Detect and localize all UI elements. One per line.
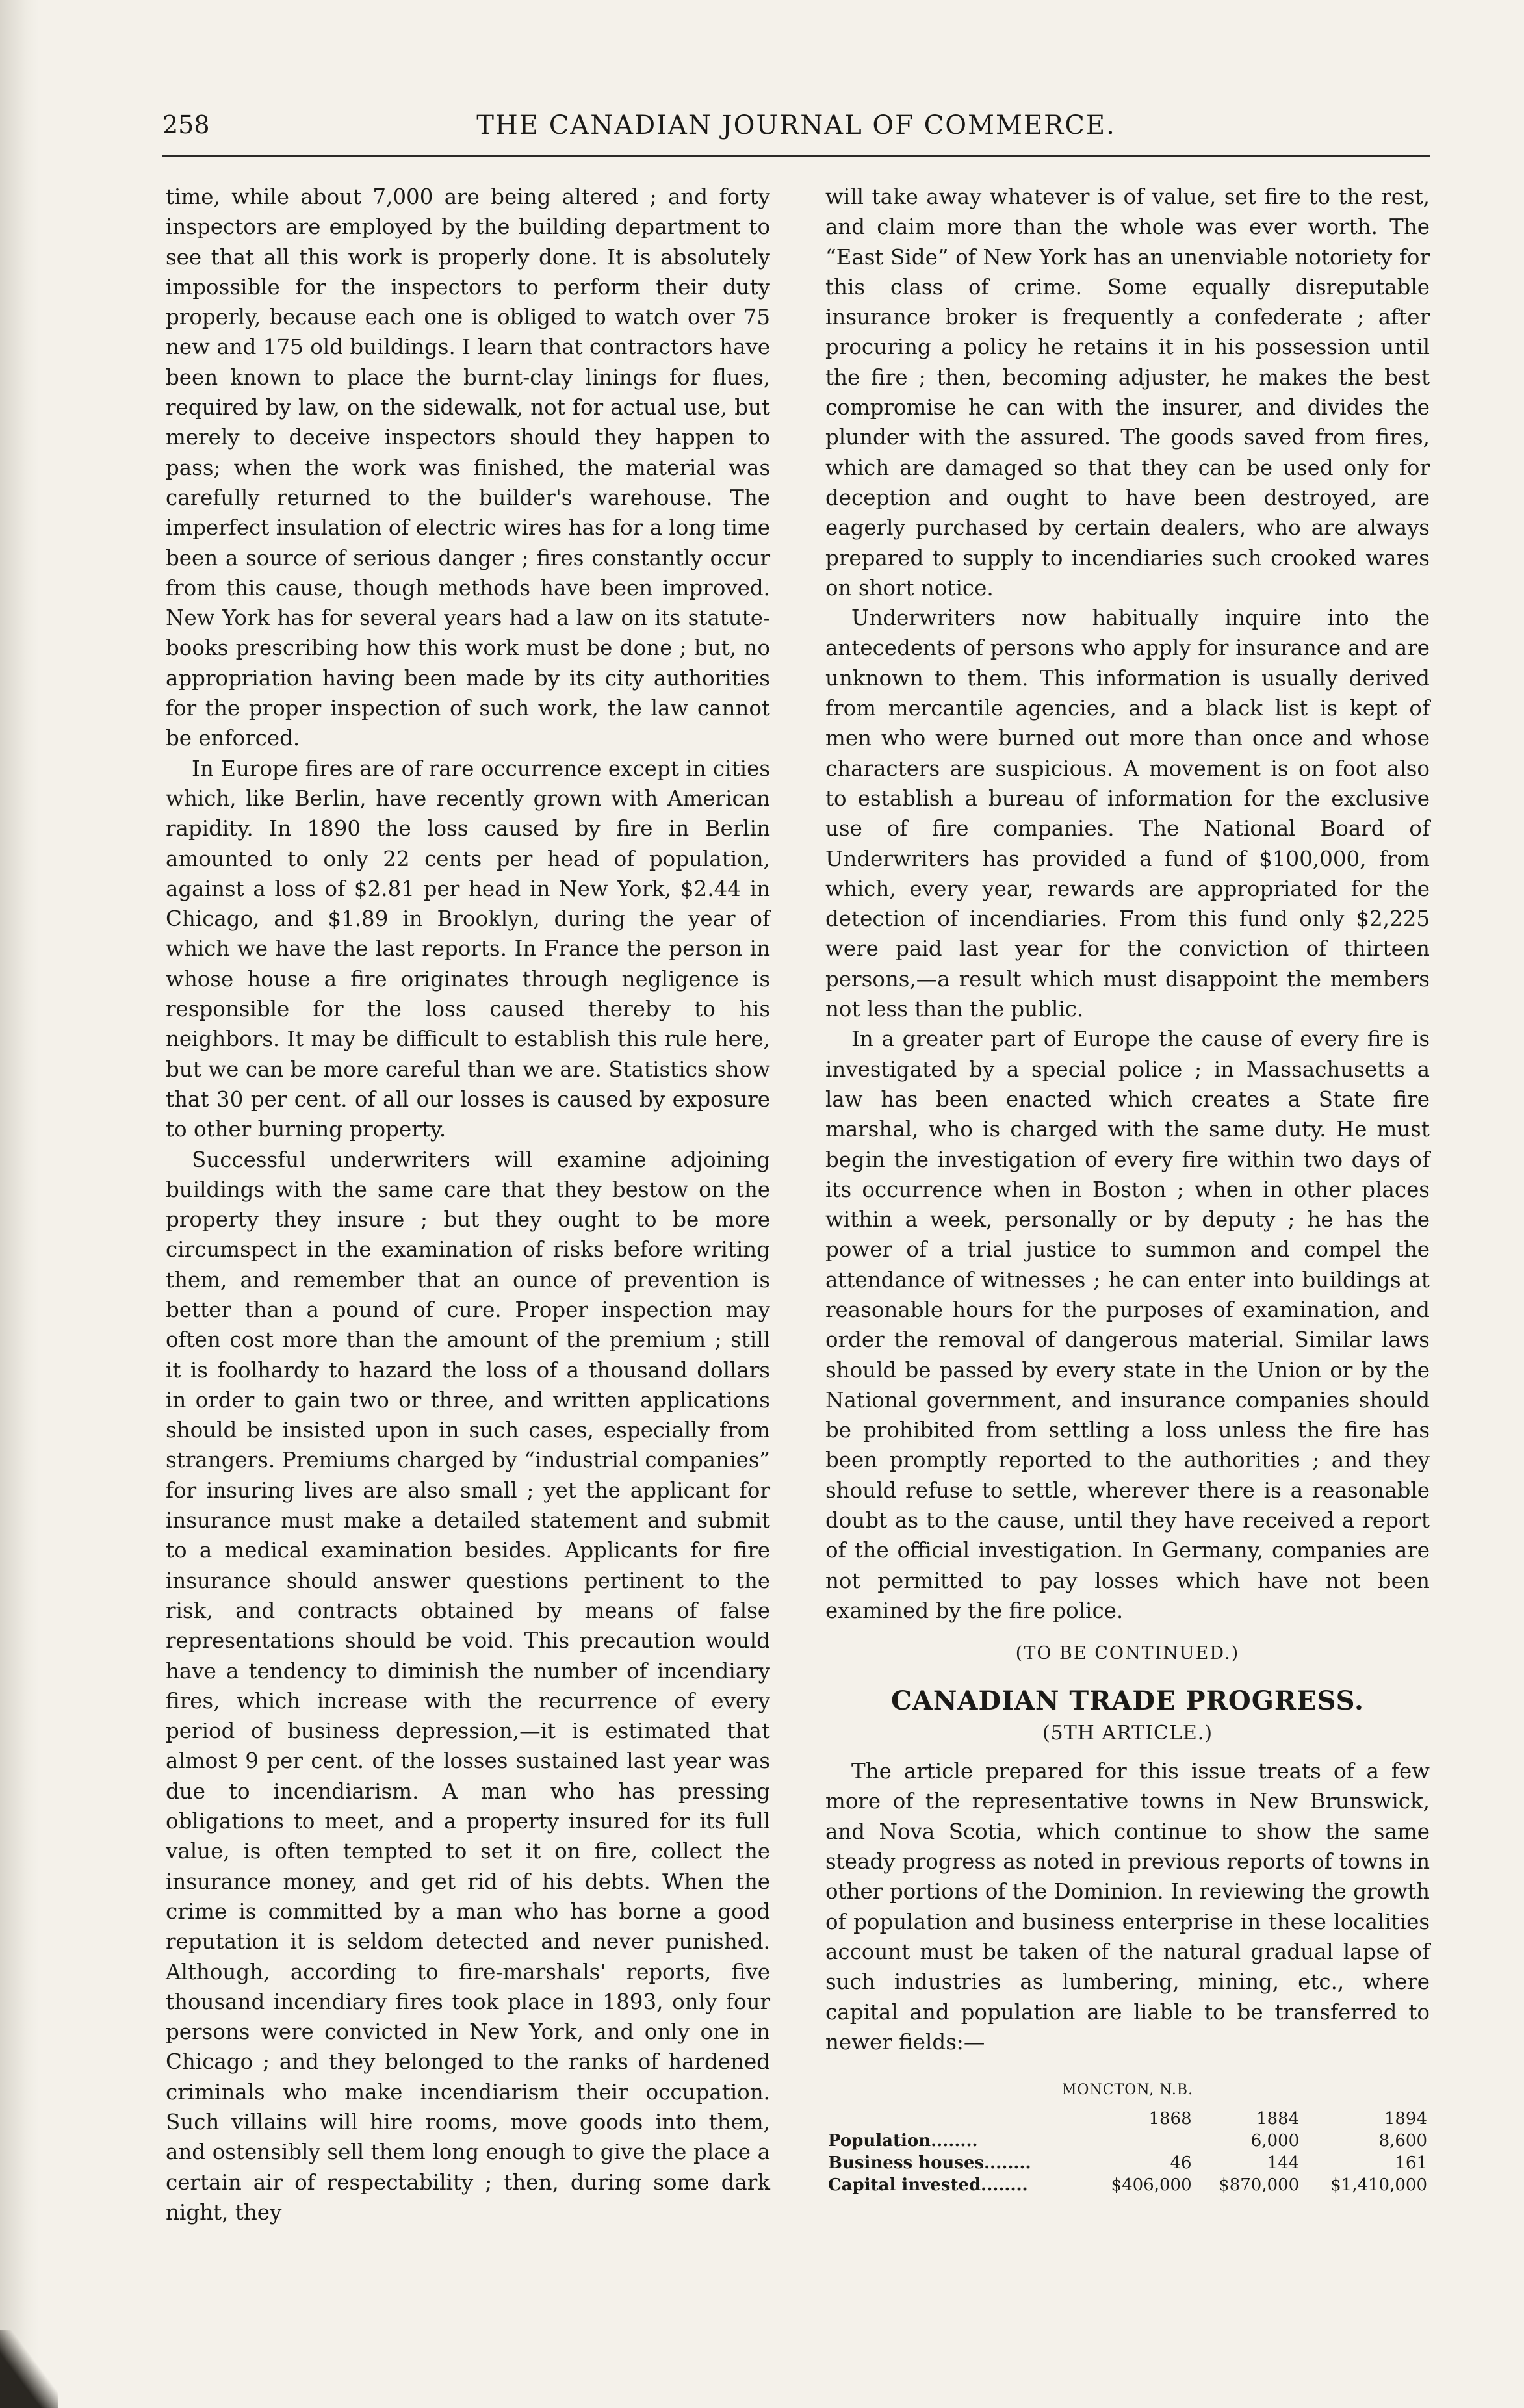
table-header-row <box>825 2108 1430 2130</box>
table-cell: 161 <box>1395 2153 1427 2173</box>
table-cell <box>1087 2130 1195 2152</box>
row-label: Population........ <box>828 2131 978 2151</box>
table-row <box>825 2174 1430 2196</box>
town-statistics-table <box>825 2108 1430 2196</box>
page-header <box>162 110 1430 149</box>
body-paragraph: In Europe fires are of rare occurrence except in cities which, like Berlin, have recently grown with American rapidity. In 1890 the loss caused by fire in Berlin amounted to only 22 cents per head of population, against a loss of $2.81 per head in New York, $2.44 in Chicago, and $1.89 in Brooklyn, during the year of which we have the last reports. In France the person in whose house a fire originates through negligence is responsible for the loss caused thereby to his neighbors. It may be difficult to establish this rule here, but we can be more careful than we are. Statistics show that 30 per cent. of all our losses is caused by exposure to other burning property. <box>166 756 770 1142</box>
table-row <box>825 2130 1430 2152</box>
table-row <box>825 2152 1430 2174</box>
body-paragraph: Underwriters now habitually inquire into the antecedents of persons who apply for insurance and are unknown to them. This information is usually derived from mercantile agencies, and a black list is kept of men who were burned out more than once and whose characters are suspicious. A movement is on foot also to establish a bureau of information for the exclusive use of fire companies. The National Board of Underwriters has provided a fund of $100,000, from which, every year, rewards are appropriated for the detection of incendiaries. From this fund only $2,225 were paid last year for the conviction of thirteen persons,—a result which must disappoint the members not less than the public. <box>825 606 1430 1022</box>
section-intro-paragraph: The article prepared for this issue treats of a few more of the representative towns in New Brunswick, and Nova Scotia, which continue to show the same steady progress as noted in previous reports of towns in other portions of the Dominion. In reviewing the growth of population and business enterprise in these localities account must be taken of the natural gradual lapse of such industries as lumbering, mining, etc., where capital and population are liable to be transferred to newer fields:— <box>825 1759 1430 2055</box>
section-title: CANADIAN TRADE PROGRESS. <box>891 1685 1364 1716</box>
table-cell: $1,410,000 <box>1330 2175 1427 2196</box>
section-subtitle: (5TH ARTICLE.) <box>1042 1721 1213 1745</box>
table-cell: 6,000 <box>1250 2131 1300 2151</box>
header-rule <box>162 155 1430 157</box>
left-column <box>166 182 770 2227</box>
body-paragraph: time, while about 7,000 are being altered ; and forty inspectors are employed by the building department to see that all this work is properly done. It is absolutely impossible for the inspectors to perform their duty properly, because each one is obliged to watch over 75 new and 175 old buildings. I learn that contractors have been known to place the burnt-clay linings for flues, required by law, on the sidewalk, not for actual use, but merely to deceive inspectors should they happen to pass; when the work was finished, the material was carefully returned to the builder's warehouse. The imperfect insulation of electric wires has for a long time been a source of serious danger ; fires constantly occur from this cause, though methods have been improved. New York has for several years had a law on its statute-books prescribing how this work must be done ; but, no appropriation having been made by its city authorities for the proper inspection of such work, the law cannot be enforced. <box>166 185 770 751</box>
table-cell: 46 <box>1170 2153 1192 2173</box>
right-column <box>825 182 1430 2196</box>
year-header: 1894 <box>1384 2109 1427 2129</box>
page-number: 258 <box>162 110 210 139</box>
scan-corner-shadow <box>0 2330 58 2408</box>
table-cell: 8,600 <box>1378 2131 1427 2151</box>
to-be-continued-note: (TO BE CONTINUED.) <box>1015 1643 1240 1664</box>
journal-title: THE CANADIAN JOURNAL OF COMMERCE. <box>476 110 1116 140</box>
table-header-blank <box>825 2108 1087 2130</box>
town-heading: MONCTON, N.B. <box>1061 2082 1194 2099</box>
table-cell: 144 <box>1267 2153 1300 2173</box>
body-paragraph: will take away whatever is of value, set fire to the rest, and claim more than the whole was ever worth. The “East Side” of New York has an unenviable notoriety for this class of crime. Some equally disreputable insurance broker is frequently a confederate ; after procuring a policy he retains it in his possession until the fire ; then, becoming adjuster, he makes the best compromise he can with the insurer, and divides the plunder with the assured. The goods saved from fires, which are damaged so that they can be used only for deception and ought to have been destroyed, are eagerly purchased by certain dealers, who are always prepared to supply to incendiaries such crooked wares on short notice. <box>825 185 1430 600</box>
year-header: 1868 <box>1148 2109 1192 2129</box>
row-label: Capital invested........ <box>828 2175 1028 2196</box>
year-header: 1884 <box>1256 2109 1300 2129</box>
row-label: Business houses........ <box>828 2153 1031 2173</box>
body-paragraph: In a greater part of Europe the cause of every fire is investigated by a special police ; in Massachusetts a law has been enacted which creates a State fire marshal, who is charged with the same duty. He must begin the investigation of every fire within two days of its occurrence when in Boston ; when in other places within a week, personally or by deputy ; he has the power of a trial justice to summon and compel the attendance of witnesses ; he can enter into buildings at reasonable hours for the purposes of examination, and order the removal of dangerous material. Similar laws should be passed by every state in the Union or by the National government, and insurance companies should be prohibited from settling a loss unless the fire has been promptly reported to the authorities ; and they should refuse to settle, wherever there is a reasonable doubt as to the cause, until they have received a report of the official investigation. In Germany, companies are not permitted to pay losses which have not been examined by the fire police. <box>825 1027 1430 1623</box>
body-paragraph: Successful underwriters will examine adjoining buildings with the same care that they bestow on the property they insure ; but they ought to be more circumspect in the examination of risks before writing them, and remember that an ounce of prevention is better than a pound of cure. Proper inspection may often cost more than the amount of the premium ; still it is foolhardy to hazard the loss of a thousand dollars in order to gain two or three, and written applications should be insisted upon in such cases, especially from strangers. Premiums charged by “industrial companies” for insuring lives are also small ; yet the applicant for insurance must make a detailed statement and submit to a medical examination besides. Applicants for fire insurance should answer questions pertinent to the risk, and contracts obtained by means of false representations should be void. This precaution would have a tendency to diminish the number of incendiary fires, which increase with the recurrence of every period of business depression,—it is estimated that almost 9 per cent. of the losses sustained last year was due to incendiarism. A man who has pressing obligations to meet, and a property insured for its full value, is often tempted to set it on fire, collect the insurance money, and get rid of his debts. When the crime is committed by a man who has borne a good reputation it is seldom detected and never punished. Although, according to fire-marshals' reports, five thousand incendiary fires took place in 1893, only four persons were convicted in New York, and only one in Chicago ; and they belonged to the ranks of hardened criminals who make incendiarism their occupation. Such villains will hire rooms, move goods into them, and ostensibly sell them long enough to give the place a certain air of respectability ; then, during some dark night, they <box>166 1147 770 2225</box>
table-cell: $406,000 <box>1111 2175 1192 2196</box>
table-cell: $870,000 <box>1219 2175 1300 2196</box>
scan-edge-shadow <box>0 0 39 2408</box>
